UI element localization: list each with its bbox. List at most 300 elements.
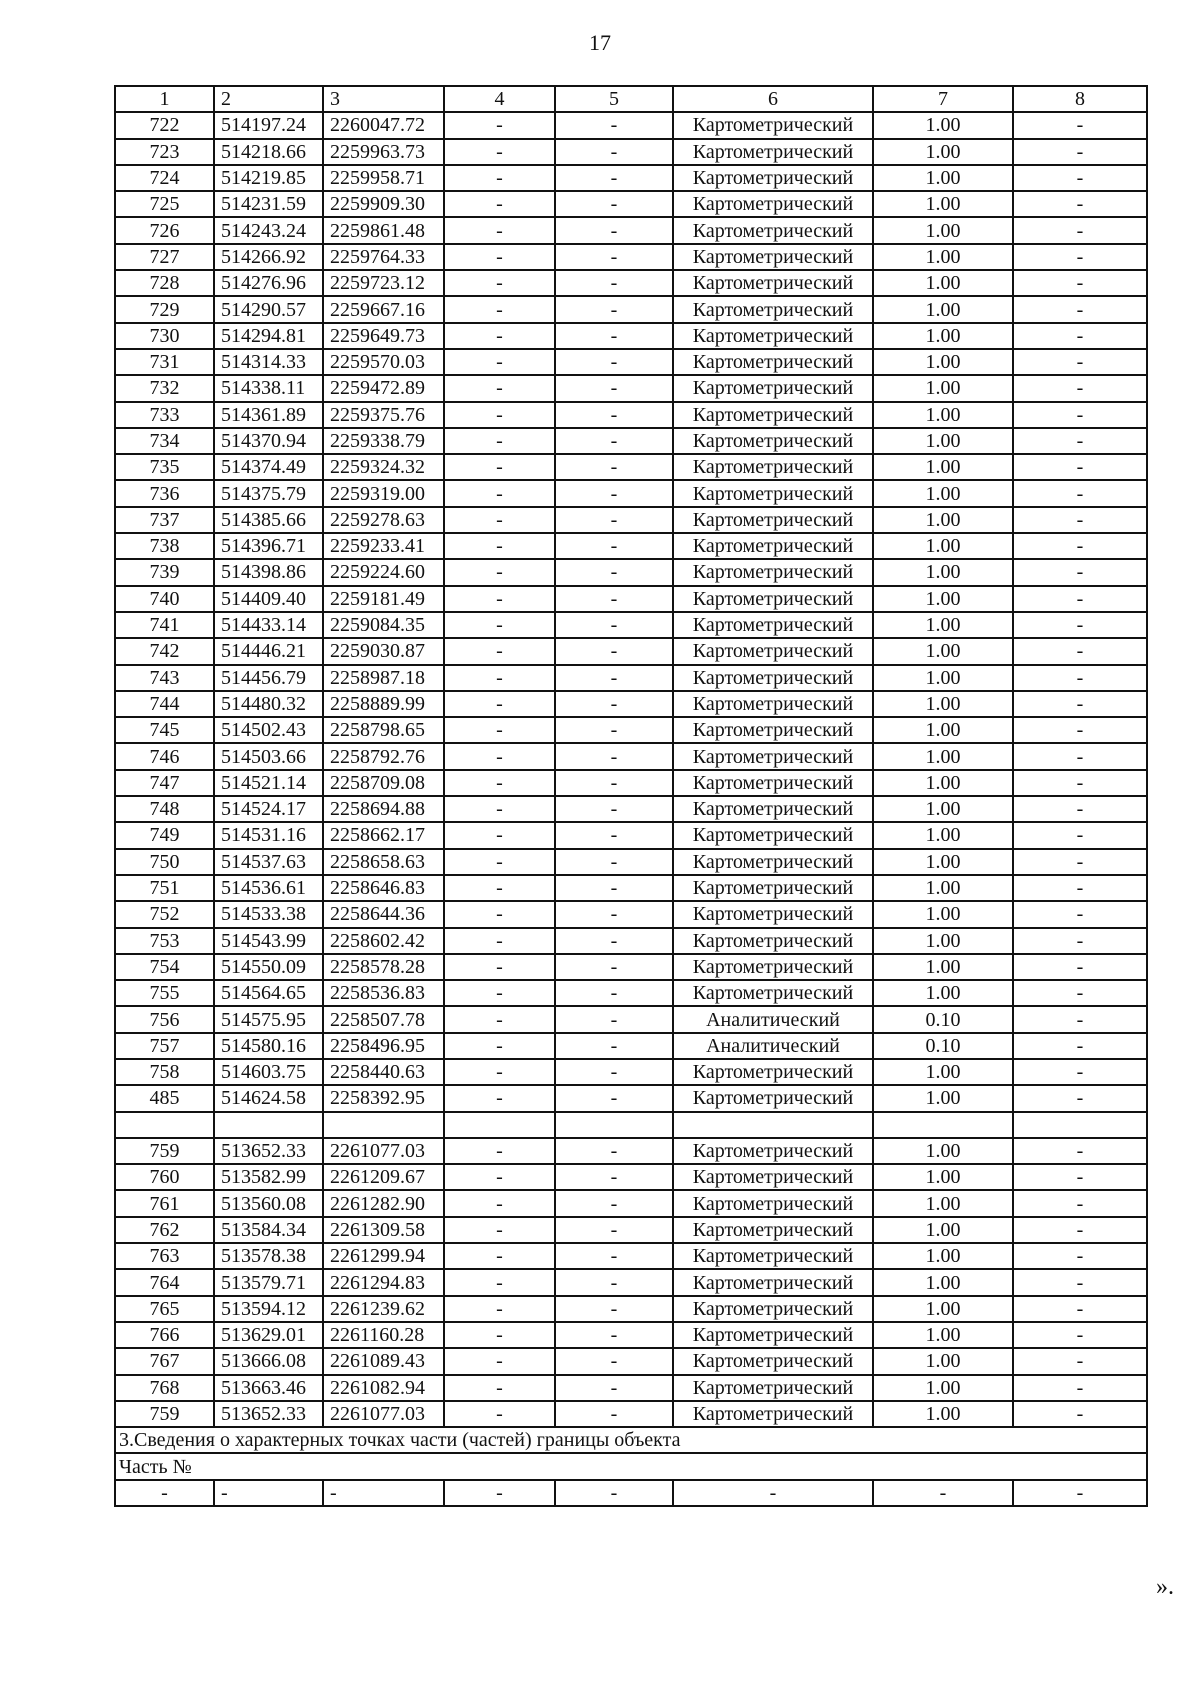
table-cell-col-3: 2258694.88 xyxy=(323,796,444,822)
table-cell-col-5: - xyxy=(555,980,673,1006)
table-cell-col-1: 740 xyxy=(115,586,214,612)
table-cell-col-3: 2259278.63 xyxy=(323,507,444,533)
table-cell-col-3: 2258792.76 xyxy=(323,743,444,769)
table-cell-col-5: - xyxy=(555,822,673,848)
table-cell-col-3: 2258496.95 xyxy=(323,1033,444,1059)
table-cell-col-7: 1.00 xyxy=(873,743,1013,769)
table-row xyxy=(115,139,1147,165)
table-cell-col-4: 4 xyxy=(444,86,555,112)
table-cell-col-7: 1.00 xyxy=(873,875,1013,901)
table-cell-col-7: 1.00 xyxy=(873,1401,1013,1427)
table-row xyxy=(115,875,1147,901)
table-cell-col-4: - xyxy=(444,1033,555,1059)
table-cell-col-7: 1.00 xyxy=(873,1269,1013,1295)
table-cell-col-1: 738 xyxy=(115,533,214,559)
table-cell-col-8: - xyxy=(1013,796,1147,822)
table-row xyxy=(115,612,1147,638)
table-cell-col-1: 741 xyxy=(115,612,214,638)
table-row xyxy=(115,349,1147,375)
table-cell-col-1: 746 xyxy=(115,743,214,769)
table-cell-col-5: - xyxy=(555,559,673,585)
table-cell-col-6: Картометрический xyxy=(673,533,873,559)
table-row xyxy=(115,1085,1147,1111)
table-cell-col-2: 513652.33 xyxy=(214,1401,323,1427)
table-cell-col-3: 2258602.42 xyxy=(323,928,444,954)
table-cell-col-5: - xyxy=(555,244,673,270)
table-cell-col-1: 743 xyxy=(115,665,214,691)
table-cell-col-6: Картометрический xyxy=(673,1085,873,1111)
table-cell-col-6: Картометрический xyxy=(673,244,873,270)
table-cell-col-7: 1.00 xyxy=(873,980,1013,1006)
table-cell-col-6: Картометрический xyxy=(673,980,873,1006)
table-cell-col-7: 1.00 xyxy=(873,533,1013,559)
table-row xyxy=(115,296,1147,322)
table-row xyxy=(115,1375,1147,1401)
table-cell-col-4: - xyxy=(444,822,555,848)
table-cell-col-2: 514537.63 xyxy=(214,849,323,875)
table-cell-col-1: 765 xyxy=(115,1296,214,1322)
table-cell-col-1: 727 xyxy=(115,244,214,270)
table-cell-col-4: - xyxy=(444,296,555,322)
table-cell-col-7: 1.00 xyxy=(873,454,1013,480)
table-cell-col-2: 514433.14 xyxy=(214,612,323,638)
part-number-label-row xyxy=(115,1453,1147,1479)
table-cell-col-4: - xyxy=(444,1243,555,1269)
table-cell-col-4: - xyxy=(444,1217,555,1243)
table-cell-col-1: 728 xyxy=(115,270,214,296)
table-cell-col-5: - xyxy=(555,901,673,927)
table-cell-col-6: Аналитический xyxy=(673,1033,873,1059)
table-cell-col-2: 514314.33 xyxy=(214,349,323,375)
table-cell-col-7: 1.00 xyxy=(873,270,1013,296)
table-cell-col-5: - xyxy=(555,1480,673,1506)
table-cell-col-4: - xyxy=(444,559,555,585)
table-cell-col-4: - xyxy=(444,954,555,980)
table-cell-col-1: 739 xyxy=(115,559,214,585)
table-cell-col-6: Картометрический xyxy=(673,1375,873,1401)
table-cell-col-8: - xyxy=(1013,533,1147,559)
table-cell-col-8: - xyxy=(1013,1243,1147,1269)
table-cell-col-5: - xyxy=(555,217,673,243)
table-cell-col-3: 2261077.03 xyxy=(323,1401,444,1427)
table-cell-col-4: - xyxy=(444,1269,555,1295)
table-cell-col-6: Картометрический xyxy=(673,1217,873,1243)
table-row xyxy=(115,1006,1147,1032)
table-cell-col-4: - xyxy=(444,244,555,270)
table-cell-col-2: 514294.81 xyxy=(214,323,323,349)
table-cell-col-8: - xyxy=(1013,244,1147,270)
table-cell-col-5: - xyxy=(555,349,673,375)
table-row xyxy=(115,717,1147,743)
table-cell-col-6: Картометрический xyxy=(673,217,873,243)
table-cell-col-4: - xyxy=(444,375,555,401)
table-cell-col-8: - xyxy=(1013,691,1147,717)
table-cell-col-6: Картометрический xyxy=(673,638,873,664)
table-cell-col-7: - xyxy=(873,1480,1013,1506)
table-cell-col-3: 2258646.83 xyxy=(323,875,444,901)
table-cell-col-8: - xyxy=(1013,954,1147,980)
table-cell-col-3: 2259324.32 xyxy=(323,454,444,480)
table-cell-col-6: Картометрический xyxy=(673,928,873,954)
table-row xyxy=(115,691,1147,717)
table-cell-col-5: - xyxy=(555,770,673,796)
table-row xyxy=(115,559,1147,585)
table-cell-col-6: Картометрический xyxy=(673,770,873,796)
table-cell-col-6: Картометрический xyxy=(673,796,873,822)
table-cell-col-7: 1.00 xyxy=(873,691,1013,717)
table-cell-col-5: - xyxy=(555,849,673,875)
table-cell-col-1: 747 xyxy=(115,770,214,796)
table-cell-col-2: 514375.79 xyxy=(214,480,323,506)
table-cell-col-5: - xyxy=(555,1322,673,1348)
table-cell-col-5: - xyxy=(555,454,673,480)
table-cell-col-3: 2259649.73 xyxy=(323,323,444,349)
table-cell-col-8: 8 xyxy=(1013,86,1147,112)
empty-part-row xyxy=(115,1480,1147,1506)
table-cell-col-1: 768 xyxy=(115,1375,214,1401)
table-cell-col-2: 514396.71 xyxy=(214,533,323,559)
table-cell-col-7: 1.00 xyxy=(873,1085,1013,1111)
table-cell-col-3: 2261239.62 xyxy=(323,1296,444,1322)
table-cell-col-7: 1.00 xyxy=(873,139,1013,165)
table-cell-col-3: 2261089.43 xyxy=(323,1348,444,1374)
table-cell-col-8: - xyxy=(1013,1190,1147,1216)
table-cell-col-4: - xyxy=(444,1059,555,1085)
table-row xyxy=(115,1190,1147,1216)
table-cell-col-2: 514521.14 xyxy=(214,770,323,796)
table-cell-col-3: 2259084.35 xyxy=(323,612,444,638)
table-row xyxy=(115,191,1147,217)
table-cell-col-4: - xyxy=(444,507,555,533)
table-cell-col-4: - xyxy=(444,901,555,927)
table-cell-col-7: 1.00 xyxy=(873,1059,1013,1085)
table-row xyxy=(115,796,1147,822)
table-cell-col-1: 764 xyxy=(115,1269,214,1295)
table-cell-col-4: - xyxy=(444,402,555,428)
table-cell-col-7: 1.00 xyxy=(873,375,1013,401)
table-cell-col-7: 1.00 xyxy=(873,217,1013,243)
table-cell-col-3: 2258987.18 xyxy=(323,665,444,691)
part-number-label: Часть № xyxy=(115,1453,1147,1479)
table-body xyxy=(115,86,1147,1506)
table-cell-col-7: 1.00 xyxy=(873,507,1013,533)
table-cell-col-6: Картометрический xyxy=(673,507,873,533)
table-cell-col-5: - xyxy=(555,1401,673,1427)
table-cell-col-2: 514231.59 xyxy=(214,191,323,217)
table-cell-col-2: 514502.43 xyxy=(214,717,323,743)
table-cell-col-4: - xyxy=(444,217,555,243)
table-cell-col-2: 514266.92 xyxy=(214,244,323,270)
table-row xyxy=(115,375,1147,401)
table-cell-col-1: 762 xyxy=(115,1217,214,1243)
table-cell-col-3: 2258507.78 xyxy=(323,1006,444,1032)
table-cell-col-6 xyxy=(673,1112,873,1138)
table-cell-col-4: - xyxy=(444,1296,555,1322)
table-cell-col-1: 759 xyxy=(115,1401,214,1427)
table-cell-col-2: 514531.16 xyxy=(214,822,323,848)
table-cell-col-5: - xyxy=(555,638,673,664)
table-cell-col-3: 2258889.99 xyxy=(323,691,444,717)
table-cell-col-5: - xyxy=(555,717,673,743)
table-cell-col-3: 2259963.73 xyxy=(323,139,444,165)
table-cell-col-7: 1.00 xyxy=(873,428,1013,454)
table-cell-col-7: 1.00 xyxy=(873,112,1013,138)
table-cell-col-7: 1.00 xyxy=(873,191,1013,217)
table-cell-col-1: 758 xyxy=(115,1059,214,1085)
table-cell-col-4: - xyxy=(444,1190,555,1216)
table-cell-col-1: 750 xyxy=(115,849,214,875)
table-cell-col-6: - xyxy=(673,1480,873,1506)
table-cell-col-7: 1.00 xyxy=(873,559,1013,585)
table-cell-col-3: 2259723.12 xyxy=(323,270,444,296)
table-cell-col-5: - xyxy=(555,1348,673,1374)
table-cell-col-5: - xyxy=(555,1190,673,1216)
table-cell-col-6: Картометрический xyxy=(673,822,873,848)
table-cell-col-2: 513560.08 xyxy=(214,1190,323,1216)
table-cell-col-5: - xyxy=(555,165,673,191)
table-cell-col-1 xyxy=(115,1112,214,1138)
table-cell-col-1: 735 xyxy=(115,454,214,480)
table-cell-col-7: 1.00 xyxy=(873,1375,1013,1401)
table-cell-col-2: 514575.95 xyxy=(214,1006,323,1032)
table-cell-col-8: - xyxy=(1013,1085,1147,1111)
table-cell-col-3: 2259958.71 xyxy=(323,165,444,191)
table-cell-col-2: 514524.17 xyxy=(214,796,323,822)
table-cell-col-8: - xyxy=(1013,849,1147,875)
table-cell-col-6: Картометрический xyxy=(673,1348,873,1374)
table-cell-col-2: 514580.16 xyxy=(214,1033,323,1059)
table-row xyxy=(115,1322,1147,1348)
table-row xyxy=(115,822,1147,848)
table-cell-col-4: - xyxy=(444,165,555,191)
table-row xyxy=(115,454,1147,480)
table-cell-col-5: - xyxy=(555,1269,673,1295)
table-cell-col-3: 2259319.00 xyxy=(323,480,444,506)
table-cell-col-3: 2261209.67 xyxy=(323,1164,444,1190)
table-cell-col-8: - xyxy=(1013,1164,1147,1190)
table-cell-col-5: - xyxy=(555,112,673,138)
table-cell-col-8: - xyxy=(1013,349,1147,375)
table-row xyxy=(115,1217,1147,1243)
table-cell-col-2: 514197.24 xyxy=(214,112,323,138)
table-cell-col-1: 767 xyxy=(115,1348,214,1374)
table-cell-col-4: - xyxy=(444,191,555,217)
table-cell-col-7: 1.00 xyxy=(873,1164,1013,1190)
table-row xyxy=(115,1112,1147,1138)
table-cell-col-5: - xyxy=(555,1296,673,1322)
table-row xyxy=(115,165,1147,191)
table-cell-col-6: Картометрический xyxy=(673,954,873,980)
table-cell-col-3: 2258658.63 xyxy=(323,849,444,875)
table-cell-col-1: 756 xyxy=(115,1006,214,1032)
table-cell-col-7: 1.00 xyxy=(873,244,1013,270)
table-cell-col-8: - xyxy=(1013,112,1147,138)
table-cell-col-4: - xyxy=(444,980,555,1006)
table-cell-col-4: - xyxy=(444,586,555,612)
table-cell-col-4: - xyxy=(444,849,555,875)
table-cell-col-3 xyxy=(323,1112,444,1138)
table-cell-col-7: 1.00 xyxy=(873,901,1013,927)
table-cell-col-6: Картометрический xyxy=(673,586,873,612)
table-cell-col-7: 1.00 xyxy=(873,770,1013,796)
table-cell-col-7: 1.00 xyxy=(873,665,1013,691)
table-cell-col-6: Картометрический xyxy=(673,691,873,717)
table-cell-col-8: - xyxy=(1013,375,1147,401)
table-cell-col-2: 514543.99 xyxy=(214,928,323,954)
table-row xyxy=(115,428,1147,454)
table-cell-col-8: - xyxy=(1013,296,1147,322)
table-cell-col-4: - xyxy=(444,1322,555,1348)
table-cell-col-4: - xyxy=(444,1164,555,1190)
table-row xyxy=(115,112,1147,138)
table-cell-col-6: Картометрический xyxy=(673,296,873,322)
closing-quote-mark: ». xyxy=(1156,1574,1174,1600)
table-cell-col-4: - xyxy=(444,349,555,375)
table-cell-col-3: 2259233.41 xyxy=(323,533,444,559)
table-cell-col-5: - xyxy=(555,1375,673,1401)
table-cell-col-8: - xyxy=(1013,1033,1147,1059)
table-cell-col-1: 749 xyxy=(115,822,214,848)
table-cell-col-5: - xyxy=(555,270,673,296)
table-cell-col-6: Картометрический xyxy=(673,402,873,428)
table-cell-col-6: Картометрический xyxy=(673,1164,873,1190)
table-cell-col-2: 514219.85 xyxy=(214,165,323,191)
table-cell-col-5: - xyxy=(555,612,673,638)
table-cell-col-1: 755 xyxy=(115,980,214,1006)
table-cell-col-8: - xyxy=(1013,217,1147,243)
table-cell-col-1: 759 xyxy=(115,1138,214,1164)
table-cell-col-3: 2259181.49 xyxy=(323,586,444,612)
table-cell-col-1: 1 xyxy=(115,86,214,112)
table-cell-col-5: - xyxy=(555,928,673,954)
table-cell-col-8: - xyxy=(1013,480,1147,506)
table-row xyxy=(115,1138,1147,1164)
table-cell-col-5: - xyxy=(555,1085,673,1111)
table-cell-col-8: - xyxy=(1013,191,1147,217)
table-row xyxy=(115,1033,1147,1059)
table-cell-col-2: 514480.32 xyxy=(214,691,323,717)
table-row xyxy=(115,507,1147,533)
table-cell-col-4: - xyxy=(444,770,555,796)
table-cell-col-4: - xyxy=(444,323,555,349)
table-cell-col-6: Картометрический xyxy=(673,191,873,217)
header-row xyxy=(115,86,1147,112)
table-cell-col-6: Картометрический xyxy=(673,1243,873,1269)
section-title-row xyxy=(115,1427,1147,1453)
table-cell-col-8: - xyxy=(1013,875,1147,901)
table-cell-col-7: 1.00 xyxy=(873,1138,1013,1164)
table-cell-col-3: 2258536.83 xyxy=(323,980,444,1006)
table-cell-col-1: 766 xyxy=(115,1322,214,1348)
table-row xyxy=(115,954,1147,980)
table-cell-col-3: 2261077.03 xyxy=(323,1138,444,1164)
table-cell-col-2: 513663.46 xyxy=(214,1375,323,1401)
table-cell-col-6: Картометрический xyxy=(673,559,873,585)
table-cell-col-6: 6 xyxy=(673,86,873,112)
table-cell-col-7: 1.00 xyxy=(873,1296,1013,1322)
table-cell-col-4: - xyxy=(444,665,555,691)
table-cell-col-2: 514624.58 xyxy=(214,1085,323,1111)
table-cell-col-8: - xyxy=(1013,901,1147,927)
table-cell-col-6: Картометрический xyxy=(673,323,873,349)
table-cell-col-3: 2258392.95 xyxy=(323,1085,444,1111)
table-cell-col-3: 2261282.90 xyxy=(323,1190,444,1216)
table-cell-col-6: Картометрический xyxy=(673,1190,873,1216)
table-cell-col-8: - xyxy=(1013,586,1147,612)
table-cell-col-4: - xyxy=(444,480,555,506)
table-cell-col-5 xyxy=(555,1112,673,1138)
table-cell-col-5: - xyxy=(555,1243,673,1269)
table-cell-col-3: 2261309.58 xyxy=(323,1217,444,1243)
table-cell-col-8: - xyxy=(1013,1375,1147,1401)
table-cell-col-4: - xyxy=(444,1006,555,1032)
table-cell-col-1: 754 xyxy=(115,954,214,980)
table-cell-col-4: - xyxy=(444,1375,555,1401)
table-cell-col-1: 760 xyxy=(115,1164,214,1190)
table-cell-col-8: - xyxy=(1013,165,1147,191)
table-cell-col-4: - xyxy=(444,796,555,822)
table-cell-col-2: 514398.86 xyxy=(214,559,323,585)
table-cell-col-1: 751 xyxy=(115,875,214,901)
table-cell-col-4: - xyxy=(444,1480,555,1506)
table-cell-col-2: 513594.12 xyxy=(214,1296,323,1322)
table-cell-col-3: 2259472.89 xyxy=(323,375,444,401)
table-cell-col-6: Картометрический xyxy=(673,112,873,138)
table-cell-col-8: - xyxy=(1013,1348,1147,1374)
table-cell-col-1: 742 xyxy=(115,638,214,664)
table-cell-col-6: Аналитический xyxy=(673,1006,873,1032)
table-cell-col-4: - xyxy=(444,928,555,954)
table-cell-col-4: - xyxy=(444,428,555,454)
table-cell-col-2: 514276.96 xyxy=(214,270,323,296)
table-cell-col-7 xyxy=(873,1112,1013,1138)
table-cell-col-7: 1.00 xyxy=(873,1322,1013,1348)
table-cell-col-1: 732 xyxy=(115,375,214,401)
table-cell-col-1: 744 xyxy=(115,691,214,717)
table-cell-col-3: - xyxy=(323,1480,444,1506)
table-cell-col-4: - xyxy=(444,1138,555,1164)
table-row xyxy=(115,901,1147,927)
table-row xyxy=(115,638,1147,664)
table-cell-col-6: Картометрический xyxy=(673,743,873,769)
table-cell-col-1: 722 xyxy=(115,112,214,138)
table-cell-col-6: Картометрический xyxy=(673,1138,873,1164)
table-cell-col-3: 2261294.83 xyxy=(323,1269,444,1295)
table-cell-col-5: - xyxy=(555,875,673,901)
table-cell-col-6: Картометрический xyxy=(673,875,873,901)
table-cell-col-8: - xyxy=(1013,770,1147,796)
table-cell-col-8 xyxy=(1013,1112,1147,1138)
table-cell-col-2: 513578.38 xyxy=(214,1243,323,1269)
table-cell-col-8: - xyxy=(1013,980,1147,1006)
table-cell-col-2: 514243.24 xyxy=(214,217,323,243)
table-cell-col-5: - xyxy=(555,375,673,401)
table-cell-col-3: 2258644.36 xyxy=(323,901,444,927)
table-cell-col-7: 0.10 xyxy=(873,1006,1013,1032)
table-row xyxy=(115,323,1147,349)
table-cell-col-3: 2259224.60 xyxy=(323,559,444,585)
table-row xyxy=(115,480,1147,506)
table-cell-col-2: 514564.65 xyxy=(214,980,323,1006)
table-cell-col-8: - xyxy=(1013,665,1147,691)
table-cell-col-5: - xyxy=(555,954,673,980)
table-cell-col-4: - xyxy=(444,691,555,717)
table-cell-col-5: - xyxy=(555,139,673,165)
table-cell-col-8: - xyxy=(1013,1401,1147,1427)
table-cell-col-8: - xyxy=(1013,428,1147,454)
table-row xyxy=(115,1401,1147,1427)
table-cell-col-1: 752 xyxy=(115,901,214,927)
